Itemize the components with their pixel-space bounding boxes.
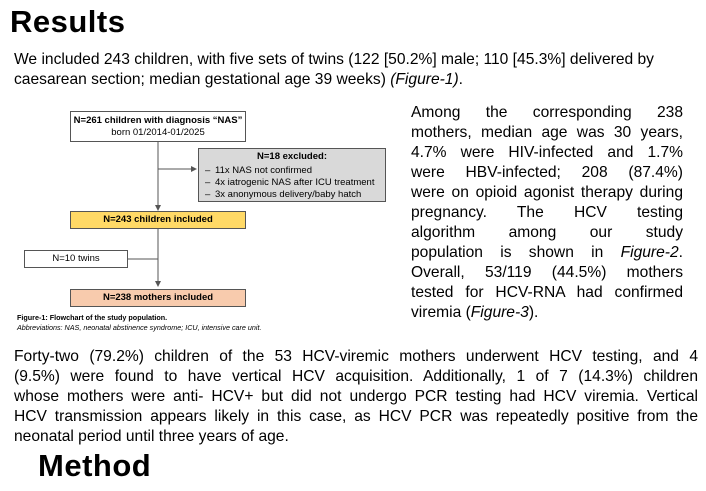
mothers-line: viremia (Figure-3). (411, 304, 539, 321)
excluded-item: – 3x anonymous delivery/baby hatch (215, 189, 381, 201)
transmission-line: whose mothers were anti- HCV+ but did not undergo PCR testing had HCV viremia. Vertical (14, 388, 698, 405)
flowchart-top-box (70, 111, 246, 142)
intro-line-2: caesarean section; median gestational age 39 weeks) (Figure-1). (14, 71, 464, 88)
intro-line-1: We included 243 children, with five sets of twins (122 [50.2%] male; 110 [45.3%] delivered by (14, 51, 654, 68)
mothers-paragraph (411, 103, 683, 323)
excluded-item: – 4x iatrogenic NAS after ICU treatment (215, 177, 381, 189)
excluded-title: N=18 excluded: (257, 151, 327, 162)
mothers-line: pregnancy. The HCV testing (411, 204, 683, 221)
mothers-line: Among the corresponding 238 (411, 104, 683, 121)
flowchart-excluded-box (198, 148, 386, 202)
mothers-line: algorithm among our study (411, 224, 683, 241)
mothers-line: Overall, 53/119 (44.5%) mothers (411, 264, 683, 281)
transmission-line: (9.5%) were found to have vertical HCV acquisition. Additionally, 1 of 7 (14.3%) children (14, 368, 698, 385)
excluded-item: – 11x NAS not confirmed (215, 165, 381, 177)
flowchart-twins-box: N=10 twins (24, 250, 128, 268)
results-heading: Results (10, 4, 126, 39)
mothers-line: tested for HCV-RNA had confirmed (411, 284, 683, 301)
flowchart-mothers-box: N=238 mothers included (70, 289, 246, 307)
figure-caption (17, 313, 397, 333)
mothers-line: mothers, median age was 30 years, (411, 124, 683, 141)
mothers-line: 4.7% were HIV-infected and 1.7% (411, 144, 683, 161)
top-box-title: N=261 children with diagnosis “NAS” (73, 115, 243, 126)
transmission-paragraph (14, 347, 698, 447)
caption-title: Figure-1: Flowchart of the study population. (17, 313, 168, 322)
transmission-line: HCV transmission appears likely in this case, as HCV PCR was repeatedly positive from the (14, 408, 698, 425)
method-heading: Method (38, 448, 152, 483)
top-box-dates: born 01/2014-01/2025 (111, 127, 205, 138)
transmission-line: Forty-two (79.2%) children of the 53 HCV-viremic mothers underwent HCV testing, and 4 (14, 348, 698, 365)
flowchart-included-box: N=243 children included (70, 211, 246, 229)
mothers-line: were on opioid agonist therapy during (411, 184, 683, 201)
caption-abbreviations: Abbreviations: NAS, neonatal abstinence syndrome; ICU, intensive care unit. (17, 323, 262, 332)
mothers-line: were HBV-infected; 208 (87.4%) (411, 164, 683, 181)
excluded-list (203, 165, 381, 201)
mothers-line: population is shown in Figure-2. (411, 244, 683, 261)
transmission-line: neonatal period until three years of age. (14, 428, 289, 445)
